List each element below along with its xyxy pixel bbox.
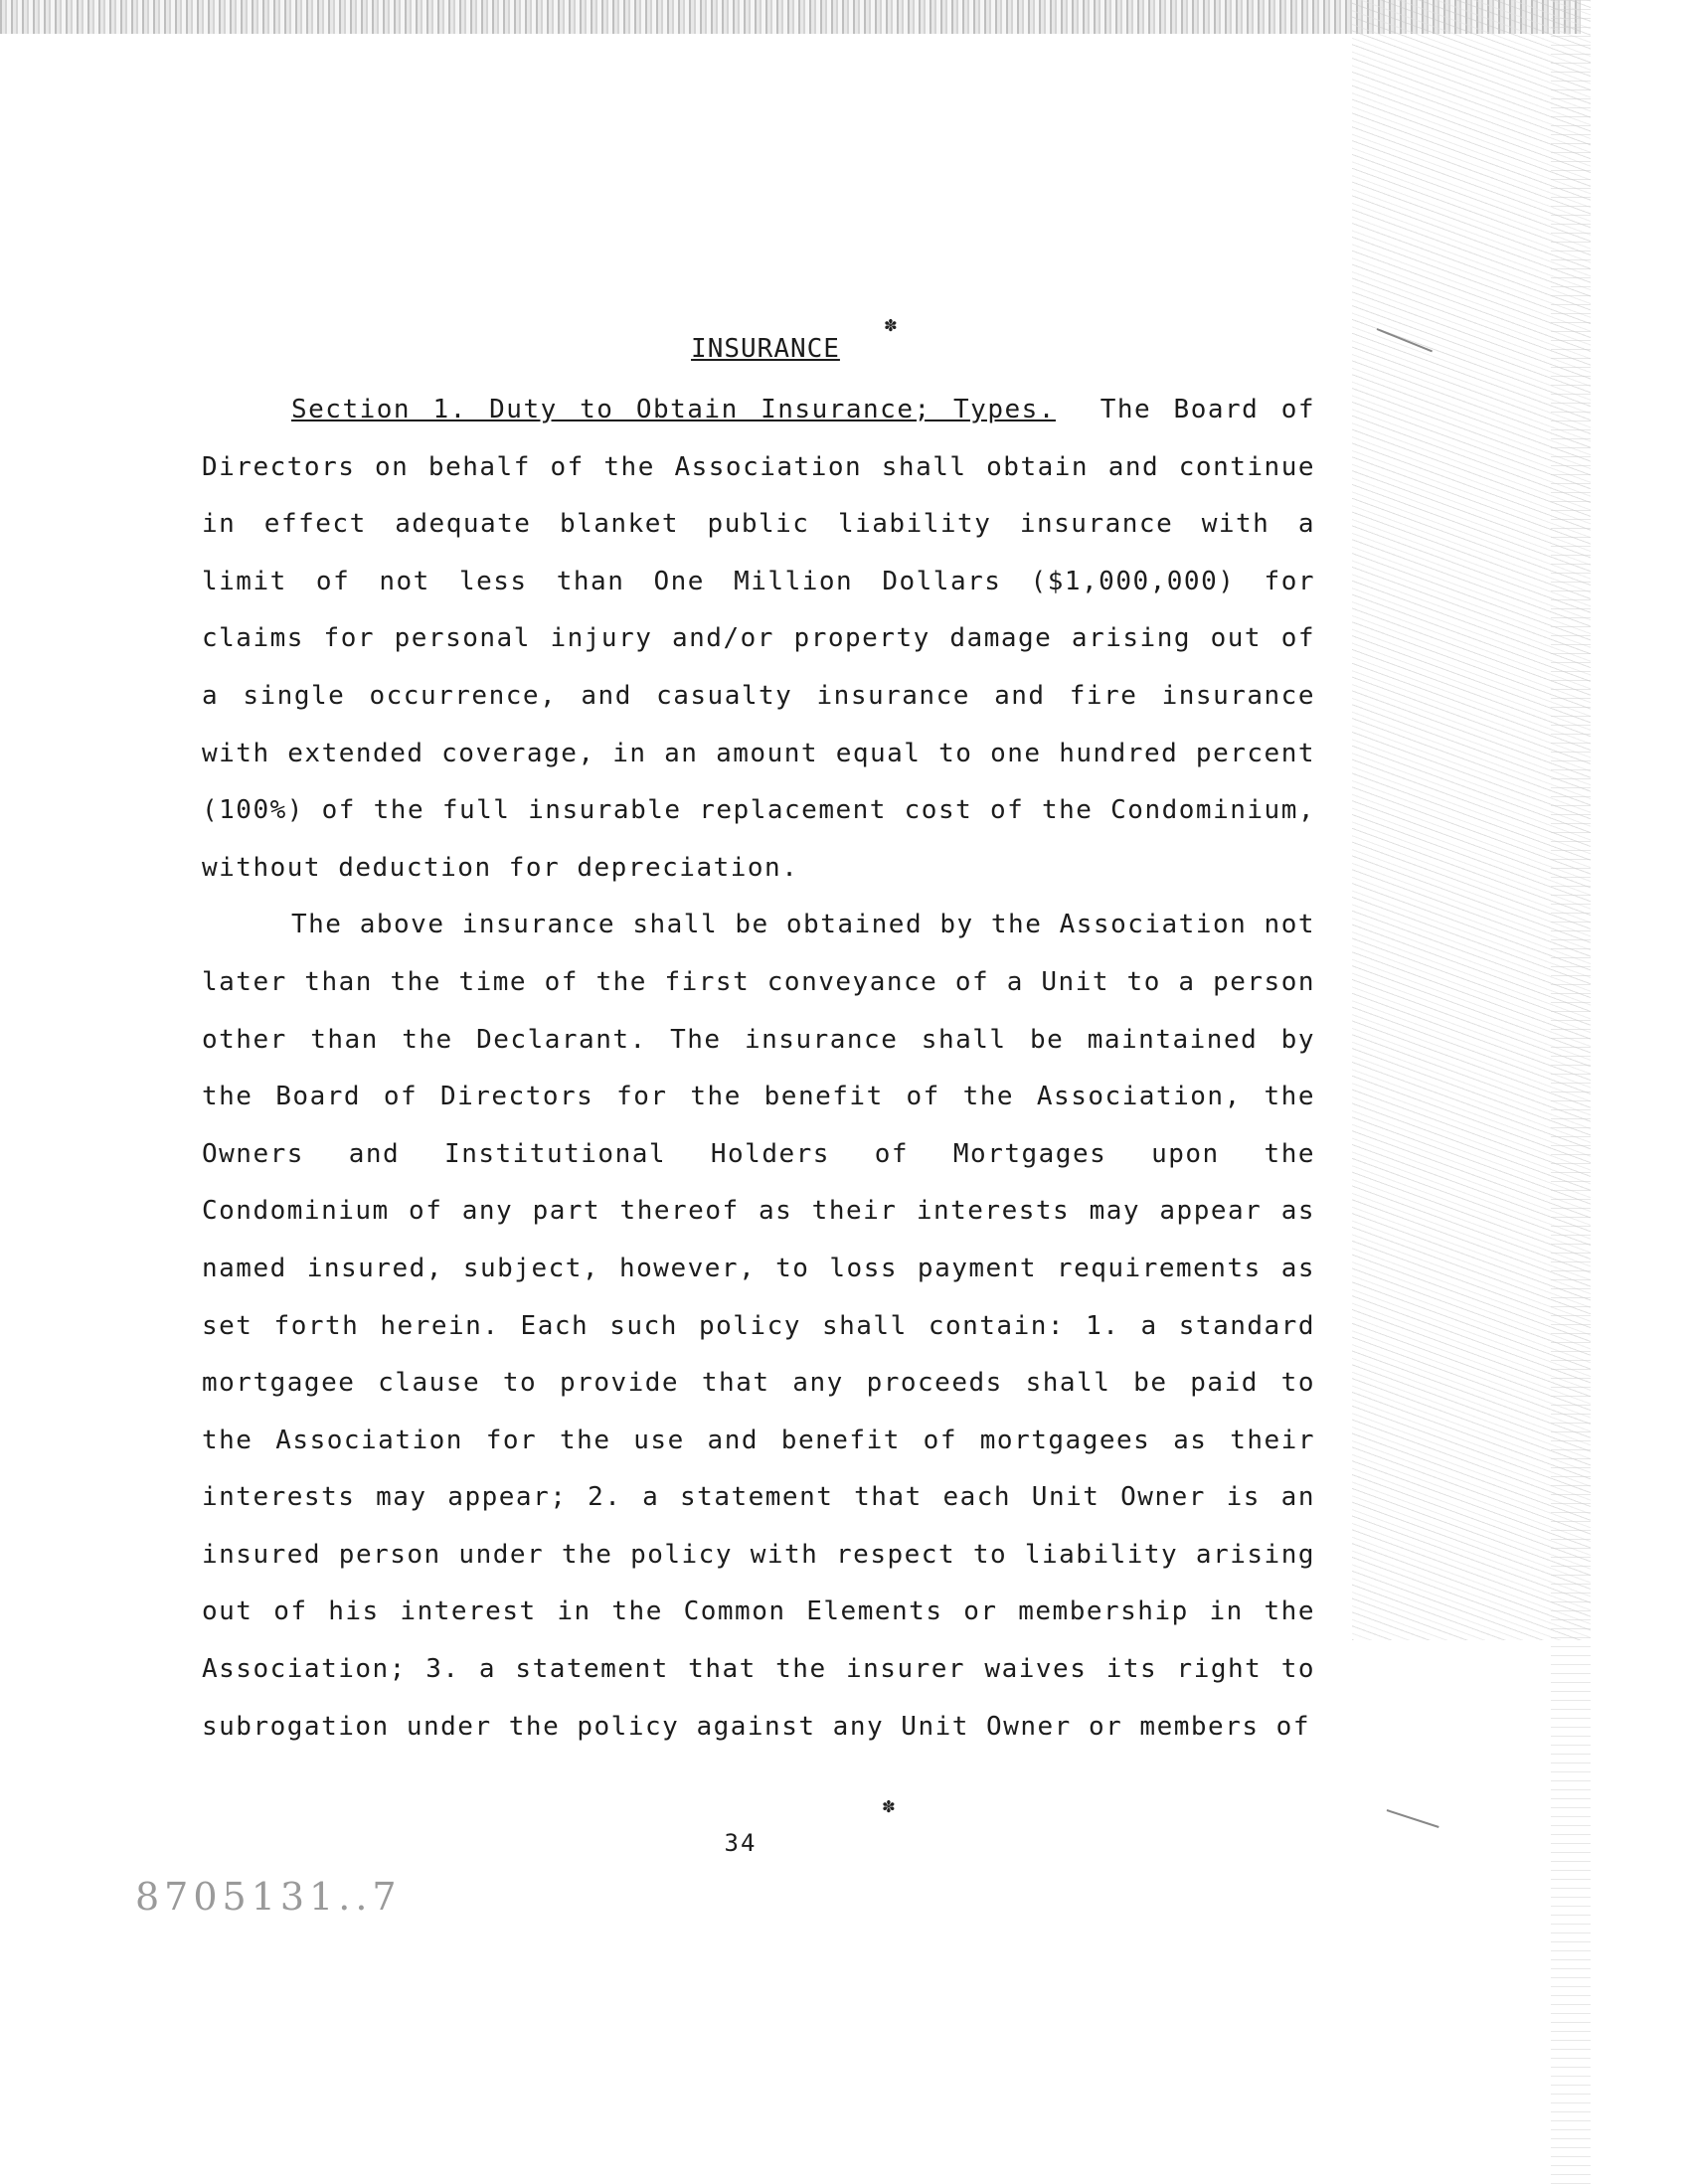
punch-mark-top: ✽: [885, 312, 898, 336]
document-title: INSURANCE: [691, 334, 840, 364]
scan-mark-line: [1387, 1809, 1439, 1828]
document-body: [202, 382, 1315, 1756]
paragraph-2: [202, 897, 1315, 1756]
document-stamp: 8705131..7: [135, 1875, 402, 1919]
paragraph-1-text: The Board of Directors on behalf of the Association shall obtain and continue in effect adequate blanket public liability insurance with a limit of not less than One Million Dollars ($1,000,000) for claims for personal injury and/or property damage arising out of a single occurrence, and casualty insurance and fire insurance with extended coverage, in an amount equal to one hundred percent (100%) of the full insurable replacement cost of the Condominium, without deduction for depreciation.: [202, 395, 1316, 883]
page-number: 34: [724, 1829, 758, 1857]
paragraph-1: [202, 382, 1315, 897]
punch-mark-bottom: ✽: [883, 1793, 896, 1817]
section-heading: Section 1. Duty to Obtain Insurance; Types.: [291, 395, 1056, 424]
scan-edge-right: [1551, 0, 1591, 2184]
paragraph-2-text: The above insurance shall be obtained by the Association not later than the time of the first conveyance of a Unit to a person other than the Declarant. The insurance shall be maintained by the Board of Directors for the benefit of the Association, the Owners and Institutional Holders of Mortgages upon the Condominium of any part thereof as their interests may appear as named insured, subject, however, to loss payment requirements as set forth herein. Each such policy shall contain: 1. a standard mortgagee clause to provide that any proceeds shall be paid to the Association for the use and benefit of mortgagees as their interests may appear; 2. a statement that each Unit Owner is an insured person under the policy with respect to liability arising out of his interest in the Common Elements or membership in the Association; 3. a statement that the insurer waives its right to subrogation under the policy against any Unit Owner or members of: [202, 910, 1315, 1742]
scan-edge-top: [0, 0, 1581, 34]
